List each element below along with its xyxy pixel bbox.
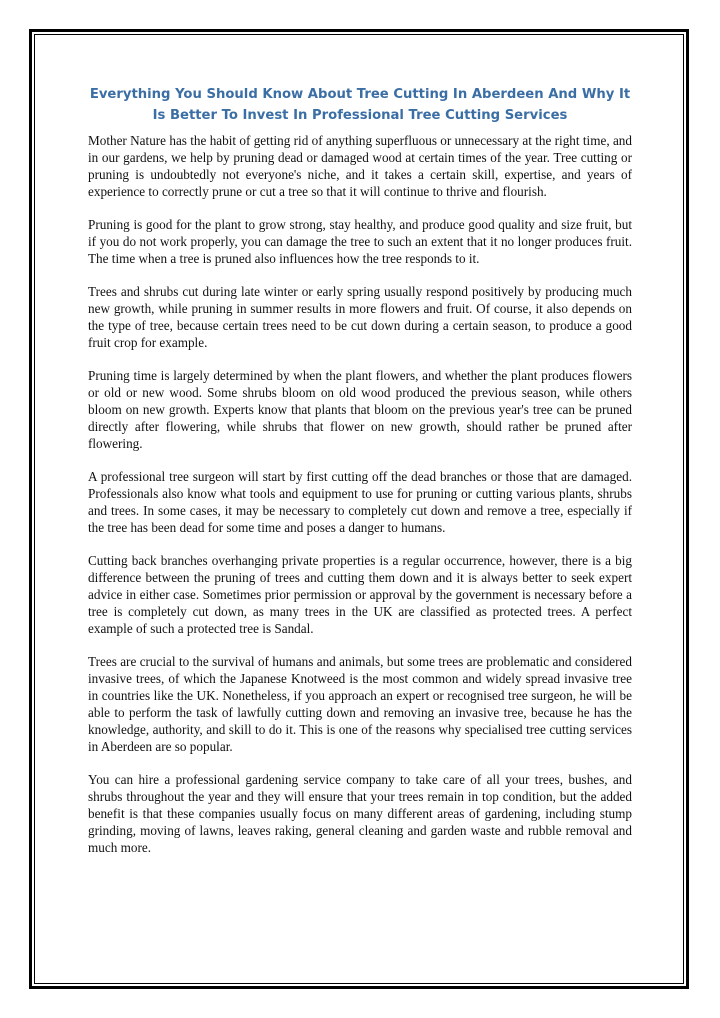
document-body: [88, 84, 632, 872]
document-title: Everything You Should Know About Tree Cutting In Aberdeen And Why It Is Better To Invest In Professional Tree Cutting Services: [89, 87, 631, 123]
paragraph-2: Pruning is good for the plant to grow strong, stay healthy, and produce good quality and size fruit, but if you do not work properly, you can damage the tree to such an extent that it no longer produces fruit. The time when a tree is pruned also influences how the tree responds to it.: [88, 217, 632, 266]
paragraph-5: A professional tree surgeon will start by first cutting off the dead branches or those that are damaged. Professionals also know what tools and equipment to use for pruning or cutting various plants, shrubs and trees. In some cases, it may be necessary to completely cut down and remove a tree, especially if the tree has been dead for some time and poses a danger to humans.: [88, 469, 632, 535]
paragraph-4: Pruning time is largely determined by when the plant flowers, and whether the plant produces flowers or old or new wood. Some shrubs bloom on old wood produced the previous season, while others bloom on new growth. Experts know that plants that bloom on the previous year's tree can be pruned directly after flowering, while shrubs that flower on new growth, should rather be pruned after flowering.: [88, 368, 632, 451]
paragraph-8: You can hire a professional gardening service company to take care of all your trees, bushes, and shrubs throughout the year and they will ensure that your trees remain in top condition, but the added benefit is that these companies usually focus on many different areas of gardening, including stump grinding, moving of lawns, leaves raking, general cleaning and garden waste and rubble removal and much more.: [88, 772, 632, 855]
paragraph-6: Cutting back branches overhanging private properties is a regular occurrence, however, there is a big difference between the pruning of trees and cutting them down and it is always better to seek expert advice in either case. Sometimes prior permission or approval by the government is necessary before a tree is completely cut down, as many trees in the UK are classified as protected trees. A perfect example of such a protected tree is Sandal.: [88, 553, 632, 636]
paragraph-3: Trees and shrubs cut during late winter or early spring usually respond positively by producing much new growth, while pruning in summer results in more flowers and fruit. Of course, it also depends on the type of tree, because certain trees need to be cut down during a certain season, to produce a good fruit crop for example.: [88, 284, 632, 350]
paragraph-1: Mother Nature has the habit of getting rid of anything superfluous or unnecessary at the right time, and in our gardens, we help by pruning dead or damaged wood at certain times of the year. Tree cutting or pruning is undoubtedly not everyone's niche, and it takes a certain skill, expertise, and years of experience to correctly prune or cut a tree so that it will continue to thrive and flourish.: [88, 133, 632, 199]
paragraph-7: Trees are crucial to the survival of humans and animals, but some trees are problematic and considered invasive trees, of which the Japanese Knotweed is the most common and widely spread invasive tree in countries like the UK. Nonetheless, if you approach an expert or recognised tree surgeon, he will be able to perform the task of lawfully cutting down and removing an invasive tree, because he has the knowledge, authority, and skill to do it. This is one of the reasons why specialised tree cutting services in Aberdeen are so popular.: [88, 654, 632, 754]
